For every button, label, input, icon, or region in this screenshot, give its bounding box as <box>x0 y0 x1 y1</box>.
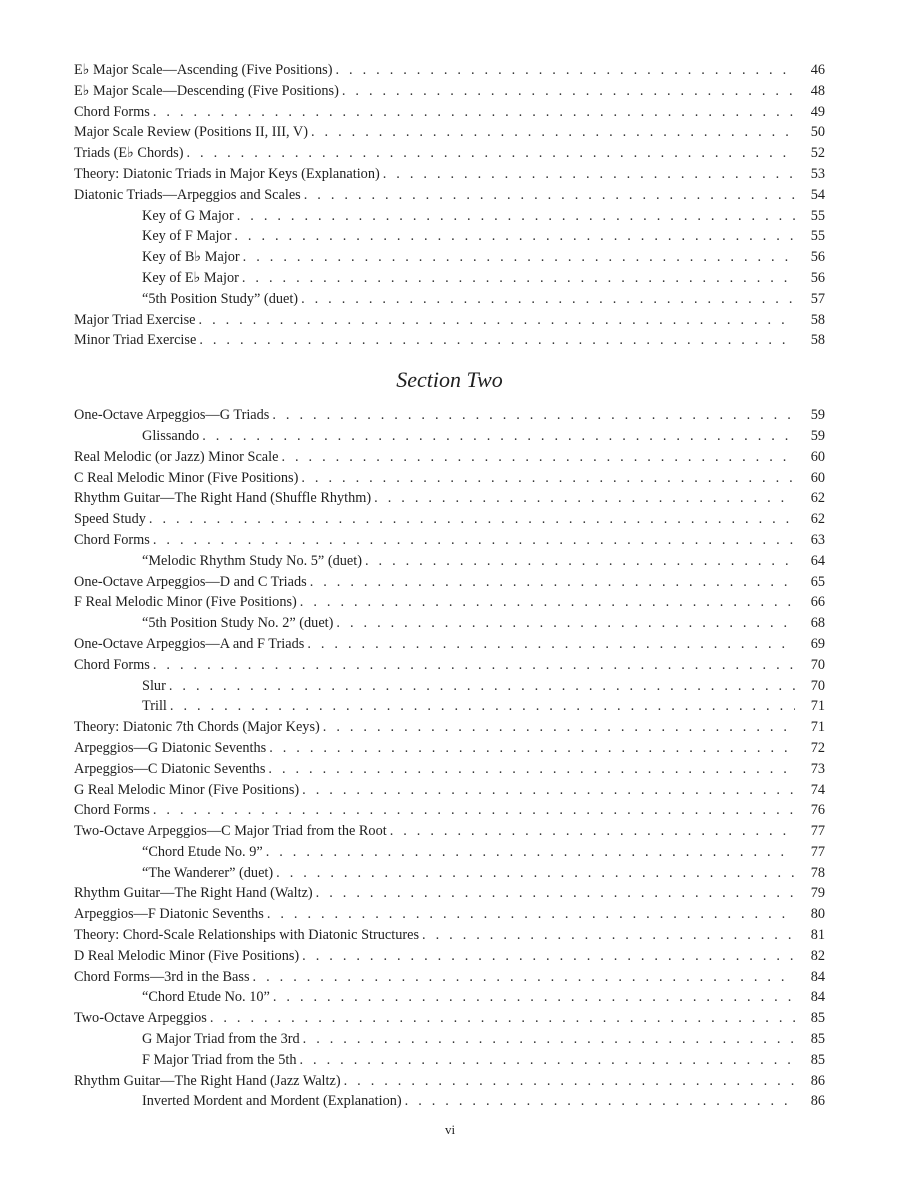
toc-entry-page: 70 <box>810 677 825 694</box>
toc-entry <box>74 1091 825 1112</box>
toc-entry <box>74 759 825 780</box>
toc-leader-dots <box>153 102 795 123</box>
toc-leader-dots <box>303 1029 795 1050</box>
toc-leader-dots <box>153 530 795 551</box>
toc-entry-page: 59 <box>810 407 825 424</box>
toc-entry-title: F Major Triad from the 5th <box>142 1051 297 1068</box>
toc-entry <box>74 310 825 331</box>
toc-entry <box>74 405 825 426</box>
toc-entry <box>74 206 825 227</box>
toc-entry-title: G Major Triad from the 3rd <box>142 1031 300 1048</box>
toc-entry-title: F Real Melodic Minor (Five Positions) <box>74 594 297 611</box>
toc-entry-title: Rhythm Guitar—The Right Hand (Jazz Waltz) <box>74 1072 341 1089</box>
toc-entry <box>74 330 825 351</box>
toc-entry-title: D Real Melodic Minor (Five Positions) <box>74 947 300 964</box>
toc-entry <box>74 1071 825 1092</box>
toc-entry-page: 59 <box>810 427 825 444</box>
toc-entry <box>74 289 825 310</box>
toc-entry-page: 62 <box>810 490 825 507</box>
toc-entry <box>74 572 825 593</box>
toc-entry-title: Key of B♭ Major <box>142 249 240 266</box>
toc-entry <box>74 60 825 81</box>
toc-entry <box>74 1029 825 1050</box>
toc-entry-title: G Real Melodic Minor (Five Positions) <box>74 781 300 798</box>
toc-entry-title: Triads (E♭ Chords) <box>74 145 184 162</box>
toc-entry-title: Chord Forms <box>74 656 150 673</box>
toc-entry-title: Arpeggios—C Diatonic Sevenths <box>74 760 266 777</box>
toc-entry-title: One-Octave Arpeggios—D and C Triads <box>74 573 307 590</box>
toc-entry-page: 52 <box>810 145 825 162</box>
toc-section-one <box>74 60 825 351</box>
table-of-contents <box>74 60 825 1112</box>
toc-entry-title: “5th Position Study No. 2” (duet) <box>142 615 334 632</box>
toc-entry-title: Trill <box>142 698 167 715</box>
toc-entry-title: “Chord Etude No. 9” <box>142 843 263 860</box>
toc-entry-title: Chord Forms—3rd in the Bass <box>74 968 250 985</box>
toc-leader-dots <box>272 405 795 426</box>
toc-entry <box>74 842 825 863</box>
toc-entry <box>74 530 825 551</box>
toc-entry <box>74 967 825 988</box>
toc-entry <box>74 780 825 801</box>
toc-entry-title: E♭ Major Scale—Ascending (Five Positions) <box>74 62 333 78</box>
toc-entry <box>74 925 825 946</box>
toc-entry <box>74 946 825 967</box>
toc-entry-page: 72 <box>810 739 825 756</box>
toc-entry <box>74 551 825 572</box>
toc-leader-dots <box>336 613 795 634</box>
toc-entry <box>74 268 825 289</box>
toc-entry-page: 58 <box>810 332 825 349</box>
toc-leader-dots <box>253 967 795 988</box>
toc-entry-title: Major Scale Review (Positions II, III, V) <box>74 124 308 141</box>
toc-entry <box>74 509 825 530</box>
toc-entry-title: Key of F Major <box>142 228 232 245</box>
page-number: vi <box>444 1122 456 1137</box>
toc-entry <box>74 226 825 247</box>
toc-leader-dots <box>186 143 795 164</box>
toc-leader-dots <box>199 310 795 331</box>
toc-leader-dots <box>210 1008 795 1029</box>
toc-entry-title: Chord Forms <box>74 802 150 819</box>
toc-entry-page: 69 <box>810 635 825 652</box>
toc-entry-page: 70 <box>810 656 825 673</box>
toc-entry <box>74 904 825 925</box>
toc-leader-dots <box>269 738 795 759</box>
toc-leader-dots <box>323 717 795 738</box>
toc-entry-title: “The Wanderer” (duet) <box>142 864 274 881</box>
toc-entry-title: Slur <box>142 677 166 694</box>
toc-entry-page: 80 <box>810 906 825 923</box>
toc-entry-page: 65 <box>810 573 825 590</box>
toc-entry <box>74 102 825 123</box>
toc-entry-page: 48 <box>810 82 825 99</box>
toc-entry <box>74 987 825 1008</box>
toc-leader-dots <box>336 60 796 81</box>
toc-entry <box>74 717 825 738</box>
toc-entry <box>74 447 825 468</box>
section-two-heading: Section Two <box>396 367 503 393</box>
toc-entry <box>74 1008 825 1029</box>
toc-entry-title: Rhythm Guitar—The Right Hand (Shuffle Rhythm) <box>74 490 372 507</box>
toc-entry-page: 56 <box>810 249 825 266</box>
toc-entry <box>74 426 825 447</box>
toc-entry-title: Diatonic Triads—Arpeggios and Scales <box>74 186 301 203</box>
toc-entry-page: 57 <box>810 290 825 307</box>
toc-leader-dots <box>268 759 795 780</box>
toc-leader-dots <box>304 185 795 206</box>
toc-entry-page: 76 <box>810 802 825 819</box>
toc-entry-title: Real Melodic (or Jazz) Minor Scale <box>74 448 279 465</box>
toc-entry-page: 56 <box>810 269 825 286</box>
toc-entry-page: 77 <box>810 823 825 840</box>
toc-entry-page: 86 <box>810 1093 825 1110</box>
toc-entry-title: Major Triad Exercise <box>74 311 196 328</box>
toc-entry-title: Key of E♭ Major <box>142 269 239 286</box>
toc-entry-page: 62 <box>810 511 825 528</box>
toc-leader-dots <box>390 821 795 842</box>
toc-leader-dots <box>365 551 795 572</box>
toc-entry <box>74 696 825 717</box>
toc-leader-dots <box>273 987 795 1008</box>
toc-leader-dots <box>153 655 795 676</box>
toc-leader-dots <box>242 268 795 289</box>
toc-entry-page: 73 <box>810 760 825 777</box>
toc-entry-title: “Chord Etude No. 10” <box>142 989 270 1006</box>
toc-entry-page: 63 <box>810 531 825 548</box>
toc-entry-page: 60 <box>810 469 825 486</box>
toc-leader-dots <box>243 247 795 268</box>
toc-entry <box>74 122 825 143</box>
toc-entry-page: 55 <box>810 228 825 245</box>
toc-entry-title: Key of G Major <box>142 207 234 224</box>
toc-leader-dots <box>311 122 795 143</box>
toc-entry-title: One-Octave Arpeggios—G Triads <box>74 407 270 424</box>
toc-entry <box>74 81 825 102</box>
toc-leader-dots <box>170 696 795 717</box>
toc-leader-dots <box>302 946 795 967</box>
toc-leader-dots <box>302 780 795 801</box>
toc-entry <box>74 143 825 164</box>
toc-entry <box>74 488 825 509</box>
toc-entry-title: Chord Forms <box>74 531 150 548</box>
toc-leader-dots <box>301 468 795 489</box>
toc-leader-dots <box>344 1071 795 1092</box>
toc-entry-title: Arpeggios—G Diatonic Sevenths <box>74 739 267 756</box>
toc-entry-page: 86 <box>810 1072 825 1089</box>
toc-entry-title: E♭ Major Scale—Descending (Five Positions) <box>74 82 339 99</box>
toc-entry-page: 68 <box>810 615 825 632</box>
toc-entry-page: 78 <box>810 864 825 881</box>
toc-entry-page: 71 <box>810 698 825 715</box>
toc-entry-page: 49 <box>810 103 825 120</box>
toc-entry <box>74 1050 825 1071</box>
toc-leader-dots <box>169 676 795 697</box>
toc-leader-dots <box>237 206 795 227</box>
toc-entry <box>74 655 825 676</box>
toc-entry <box>74 592 825 613</box>
toc-leader-dots <box>234 226 795 247</box>
toc-leader-dots <box>310 572 795 593</box>
toc-entry <box>74 821 825 842</box>
toc-entry-title: One-Octave Arpeggios—A and F Triads <box>74 635 305 652</box>
toc-entry-title: Two-Octave Arpeggios—C Major Triad from the Root <box>74 823 387 840</box>
toc-entry <box>74 676 825 697</box>
toc-leader-dots <box>422 925 795 946</box>
toc-leader-dots <box>149 509 795 530</box>
toc-leader-dots <box>383 164 795 185</box>
toc-entry-page: 60 <box>810 448 825 465</box>
toc-entry-page: 64 <box>810 552 825 569</box>
toc-entry-page: 55 <box>810 207 825 224</box>
toc-leader-dots <box>307 634 795 655</box>
toc-leader-dots <box>301 289 795 310</box>
toc-entry-title: Inverted Mordent and Mordent (Explanation) <box>142 1093 402 1110</box>
toc-entry-page: 77 <box>810 843 825 860</box>
toc-entry-title: Theory: Chord-Scale Relationships with Diatonic Structures <box>74 927 420 944</box>
toc-entry-page: 85 <box>810 1031 825 1048</box>
toc-entry-page: 79 <box>810 885 825 902</box>
toc-entry <box>74 185 825 206</box>
toc-entry-title: Two-Octave Arpeggios <box>74 1010 207 1027</box>
toc-entry <box>74 247 825 268</box>
toc-entry-page: 82 <box>810 947 825 964</box>
toc-entry <box>74 613 825 634</box>
toc-entry-page: 46 <box>810 62 825 78</box>
toc-entry <box>74 164 825 185</box>
toc-entry <box>74 863 825 884</box>
toc-entry-page: 53 <box>810 165 825 182</box>
toc-entry <box>74 468 825 489</box>
toc-entry-page: 58 <box>810 311 825 328</box>
toc-leader-dots <box>300 592 795 613</box>
toc-entry <box>74 883 825 904</box>
toc-entry-page: 71 <box>810 719 825 736</box>
toc-entry <box>74 738 825 759</box>
toc-entry-page: 66 <box>810 594 825 611</box>
toc-entry-page: 85 <box>810 1051 825 1068</box>
toc-leader-dots <box>153 800 795 821</box>
toc-entry-title: Rhythm Guitar—The Right Hand (Waltz) <box>74 885 313 902</box>
toc-entry-page: 50 <box>810 124 825 141</box>
toc-leader-dots <box>300 1050 796 1071</box>
toc-leader-dots <box>266 842 795 863</box>
toc-entry-title: Theory: Diatonic Triads in Major Keys (Explanation) <box>74 165 380 182</box>
toc-entry-title: Speed Study <box>74 511 146 528</box>
toc-entry-title: Arpeggios—F Diatonic Sevenths <box>74 906 264 923</box>
toc-leader-dots <box>316 883 795 904</box>
toc-entry-title: Minor Triad Exercise <box>74 332 197 349</box>
toc-entry-title: Chord Forms <box>74 103 150 120</box>
toc-entry-page: 81 <box>810 927 825 944</box>
toc-entry <box>74 800 825 821</box>
toc-entry <box>74 634 825 655</box>
toc-entry-title: “5th Position Study” (duet) <box>142 290 299 307</box>
toc-section-two <box>74 405 825 1112</box>
toc-leader-dots <box>199 330 795 351</box>
toc-entry-page: 84 <box>810 968 825 985</box>
toc-entry-page: 74 <box>810 781 825 798</box>
toc-entry-title: Theory: Diatonic 7th Chords (Major Keys) <box>74 719 320 736</box>
toc-entry-title: C Real Melodic Minor (Five Positions) <box>74 469 299 486</box>
toc-leader-dots <box>281 447 795 468</box>
toc-leader-dots <box>202 426 795 447</box>
toc-leader-dots <box>342 81 795 102</box>
toc-leader-dots <box>374 488 795 509</box>
toc-leader-dots <box>276 863 795 884</box>
toc-entry-title: “Melodic Rhythm Study No. 5” (duet) <box>142 552 362 569</box>
toc-entry-page: 54 <box>810 186 825 203</box>
toc-entry-title: Glissando <box>142 427 200 444</box>
toc-leader-dots <box>267 904 795 925</box>
toc-entry-page: 84 <box>810 989 825 1006</box>
toc-leader-dots <box>405 1091 795 1112</box>
toc-entry-page: 85 <box>810 1010 825 1027</box>
